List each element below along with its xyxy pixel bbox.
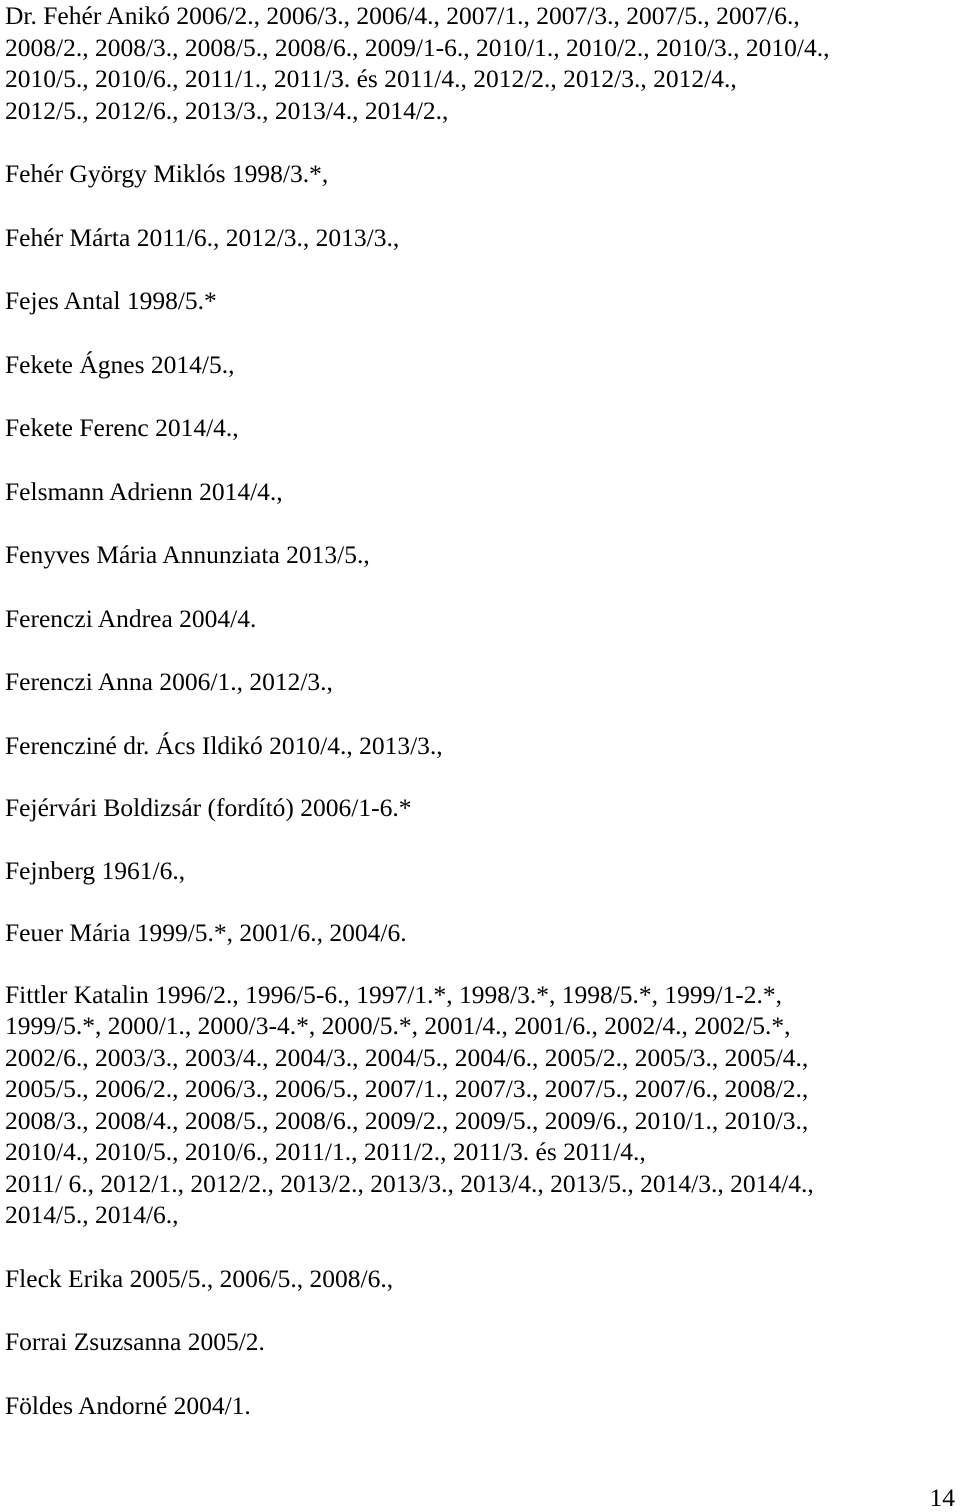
entry-line: Forrai Zsuzsanna 2005/2.	[5, 1327, 265, 1356]
entry-line: 2010/5., 2010/6., 2011/1., 2011/3. és 2011/4., 2012/2., 2012/3., 2012/4.,	[5, 64, 737, 93]
entry-line: 2008/2., 2008/3., 2008/5., 2008/6., 2009/1-6., 2010/1., 2010/2., 2010/3., 2010/4.,	[5, 32, 830, 62]
entry-fekete-agnes	[5, 349, 955, 381]
entry-foldes-andorne	[5, 1390, 955, 1422]
entry-fekete-ferenc	[5, 412, 955, 444]
page-number: 14	[929, 1483, 955, 1512]
entry-fleck-erika	[5, 1263, 955, 1295]
index-entries	[5, 0, 955, 1421]
entry-fejervari-boldizsar	[5, 792, 955, 824]
entry-line: Fekete Ferenc 2014/4.,	[5, 413, 239, 442]
entry-feher-gyorgy-miklos	[5, 158, 955, 190]
entry-line: Felsmann Adrienn 2014/4.,	[5, 476, 283, 506]
entry-line: Dr. Fehér Anikó 2006/2., 2006/3., 2006/4., 2007/1., 2007/3., 2007/5., 2007/6.,	[5, 1, 800, 30]
entry-forrai-zsuzsanna	[5, 1326, 955, 1358]
entry-feher-marta	[5, 222, 955, 254]
entry-feuer-maria	[5, 917, 955, 949]
entry-line: 1999/5.*, 2000/1., 2000/3-4.*, 2000/5.*, 2001/4., 2001/6., 2002/4., 2002/5.*,	[5, 1011, 791, 1040]
entry-line: Fenyves Mária Annunziata 2013/5.,	[5, 540, 370, 569]
entry-line: 2002/6., 2003/3., 2003/4., 2004/3., 2004/5., 2004/6., 2005/2., 2005/3., 2005/4.,	[5, 1042, 809, 1072]
entry-ferenczine-acs-ildiko	[5, 730, 955, 762]
entry-line: Fejnberg 1961/6.,	[5, 855, 186, 885]
entry-line: Fekete Ágnes 2014/5.,	[5, 349, 235, 379]
entry-line: 2012/5., 2012/6., 2013/3., 2013/4., 2014/2.,	[5, 95, 449, 125]
entry-line: Ferencziné dr. Ács Ildikó 2010/4., 2013/3.,	[5, 730, 443, 760]
entry-line: 2014/5., 2014/6.,	[5, 1200, 179, 1229]
entry-line: 2011/ 6., 2012/1., 2012/2., 2013/2., 2013/3., 2013/4., 2013/5., 2014/3., 2014/4.,	[5, 1168, 814, 1198]
entry-line: Fejérvári Boldizsár (fordító) 2006/1-6.*	[5, 793, 412, 822]
entry-felsmann-adrienn	[5, 476, 955, 508]
entry-fenyves-maria	[5, 539, 955, 571]
entry-line: Földes Andorné 2004/1.	[5, 1390, 251, 1420]
entry-ferenczi-anna	[5, 666, 955, 698]
entry-line: Ferenczi Anna 2006/1., 2012/3.,	[5, 667, 333, 696]
entry-feher-aniko	[5, 0, 955, 126]
entry-line: Fejes Antal 1998/5.*	[5, 286, 217, 315]
entry-line: Ferenczi Andrea 2004/4.	[5, 603, 257, 633]
entry-line: Fehér Márta 2011/6., 2012/3., 2013/3.,	[5, 222, 400, 252]
entry-line: 2010/4., 2010/5., 2010/6., 2011/1., 2011/2., 2011/3. és 2011/4.,	[5, 1137, 646, 1166]
entry-ferenczi-andrea	[5, 603, 955, 635]
entry-fejes-antal	[5, 285, 955, 317]
entry-line: Fittler Katalin 1996/2., 1996/5-6., 1997/1.*, 1998/3.*, 1998/5.*, 1999/1-2.*,	[5, 979, 783, 1009]
entry-line: Fehér György Miklós 1998/3.*,	[5, 159, 329, 188]
entry-line: 2005/5., 2006/2., 2006/3., 2006/5., 2007/1., 2007/3., 2007/5., 2007/6., 2008/2.,	[5, 1074, 809, 1103]
entry-line: Feuer Mária 1999/5.*, 2001/6., 2004/6.	[5, 918, 407, 947]
entry-line: 2008/3., 2008/4., 2008/5., 2008/6., 2009/2., 2009/5., 2009/6., 2010/1., 2010/3.,	[5, 1105, 809, 1135]
entry-line: Fleck Erika 2005/5., 2006/5., 2008/6.,	[5, 1263, 394, 1293]
entry-fejnberg	[5, 855, 955, 887]
entry-fittler-katalin	[5, 979, 955, 1231]
